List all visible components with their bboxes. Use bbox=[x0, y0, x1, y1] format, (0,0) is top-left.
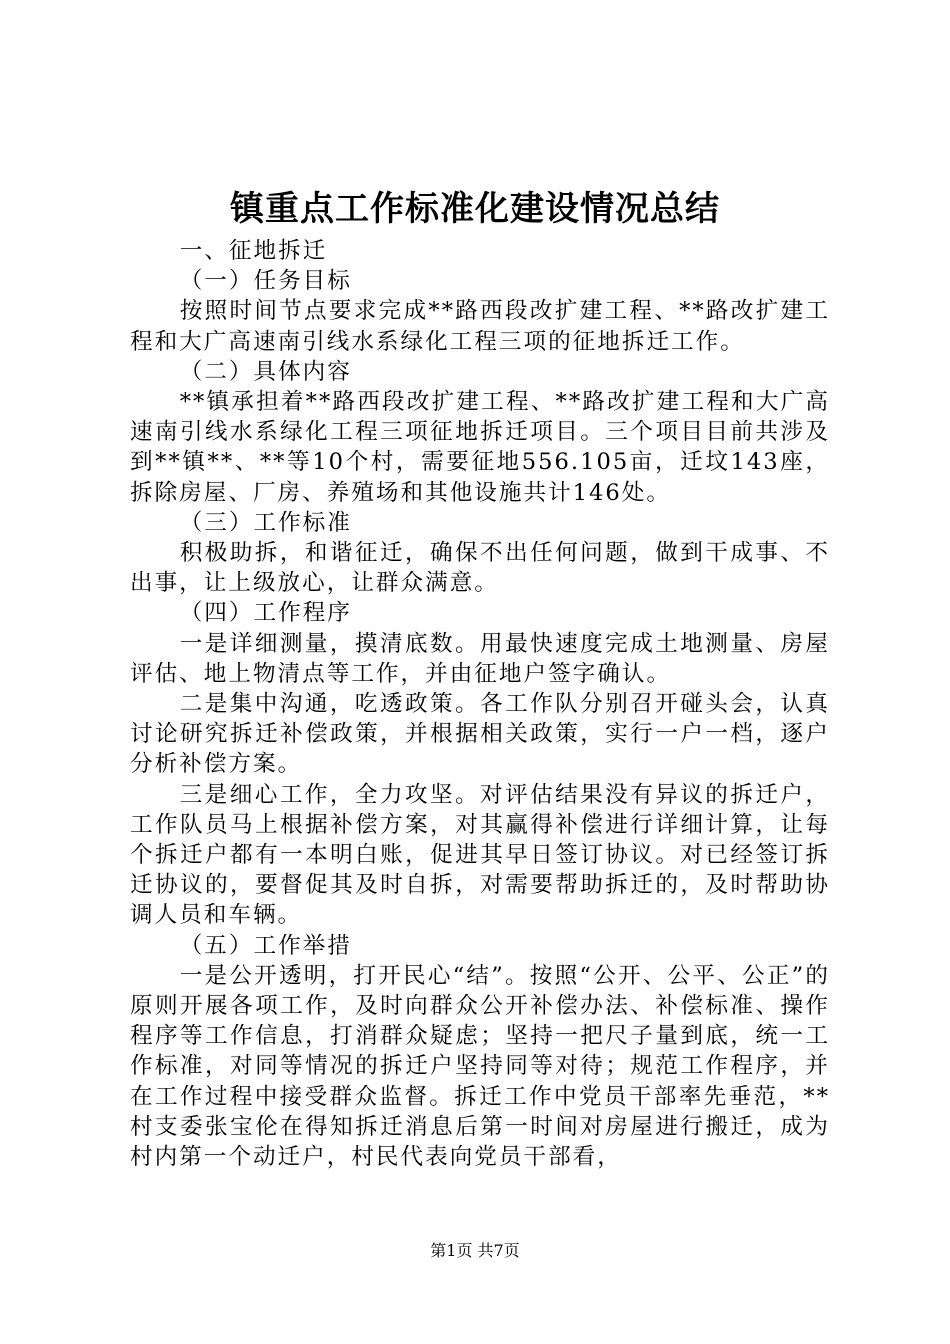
paragraph: 按照时间节点要求完成**路西段改扩建工程、**路改扩建工程和大广高速南引线水系绿化工程三项的征地拆迁工作。 bbox=[130, 298, 830, 355]
paragraph: 二是集中沟通，吃透政策。各工作队分别召开碰头会，认真讨论研究拆迁补偿政策，并根据相关政策，实行一户一档，逐户分析补偿方案。 bbox=[130, 691, 830, 778]
paragraph: 一是详细测量，摸清底数。用最快速度完成土地测量、房屋评估、地上物清点等工作，并由征地户签字确认。 bbox=[130, 630, 830, 687]
subsection-heading: （五）工作举措 bbox=[179, 932, 352, 959]
document-title: 镇重点工作标准化建设情况总结 bbox=[230, 189, 720, 229]
subsection-heading: （一）任务目标 bbox=[179, 268, 352, 295]
paragraph: **镇承担着**路西段改扩建工程、**路改扩建工程和大广高速南引线水系绿化工程三项征地拆迁项目。三个项目目前共涉及到**镇**、**等10个村，需要征地556.105亩，迁坟143座，拆除房屋、厂房、养殖场和其他设施共计146处。 bbox=[130, 389, 830, 506]
document-body bbox=[130, 236, 830, 1172]
page-footer: 第1页 共7页 bbox=[430, 1241, 520, 1260]
section-heading: 一、征地拆迁 bbox=[179, 238, 328, 264]
paragraph: 三是细心工作，全力攻坚。对评估结果没有异议的拆迁户，工作队员马上根据补偿方案，对其赢得补偿进行详细计算，让每个拆迁户都有一本明白账，促进其早日签订协议。对已经签订拆迁协议的，要督促其及时自拆，对需要帮助拆迁的，及时帮助协调人员和车辆。 bbox=[130, 781, 830, 929]
subsection-heading: （三）工作标准 bbox=[179, 509, 352, 536]
paragraph: 积极助拆，和谐征迁，确保不出任何问题，做到干成事、不出事，让上级放心，让群众满意。 bbox=[130, 540, 830, 597]
paragraph: 一是公开透明，打开民心“结”。按照“公开、公平、公正”的原则开展各项工作，及时向群众公开补偿办法、补偿标准、操作程序等工作信息，打消群众疑虑；坚持一把尺子量到底，统一工作标准，对同等情况的拆迁户坚持同等对待；规范工作程序，并在工作过程中接受群众监督。拆迁工作中党员干部率先垂范，**村支委张宝伦在得知拆迁消息后第一时间对房屋进行搬迁，成为村内第一个动迁户，村民代表向党员干部看， bbox=[130, 962, 830, 1171]
subsection-heading: （二）具体内容 bbox=[179, 358, 352, 385]
subsection-heading: （四）工作程序 bbox=[179, 600, 352, 627]
